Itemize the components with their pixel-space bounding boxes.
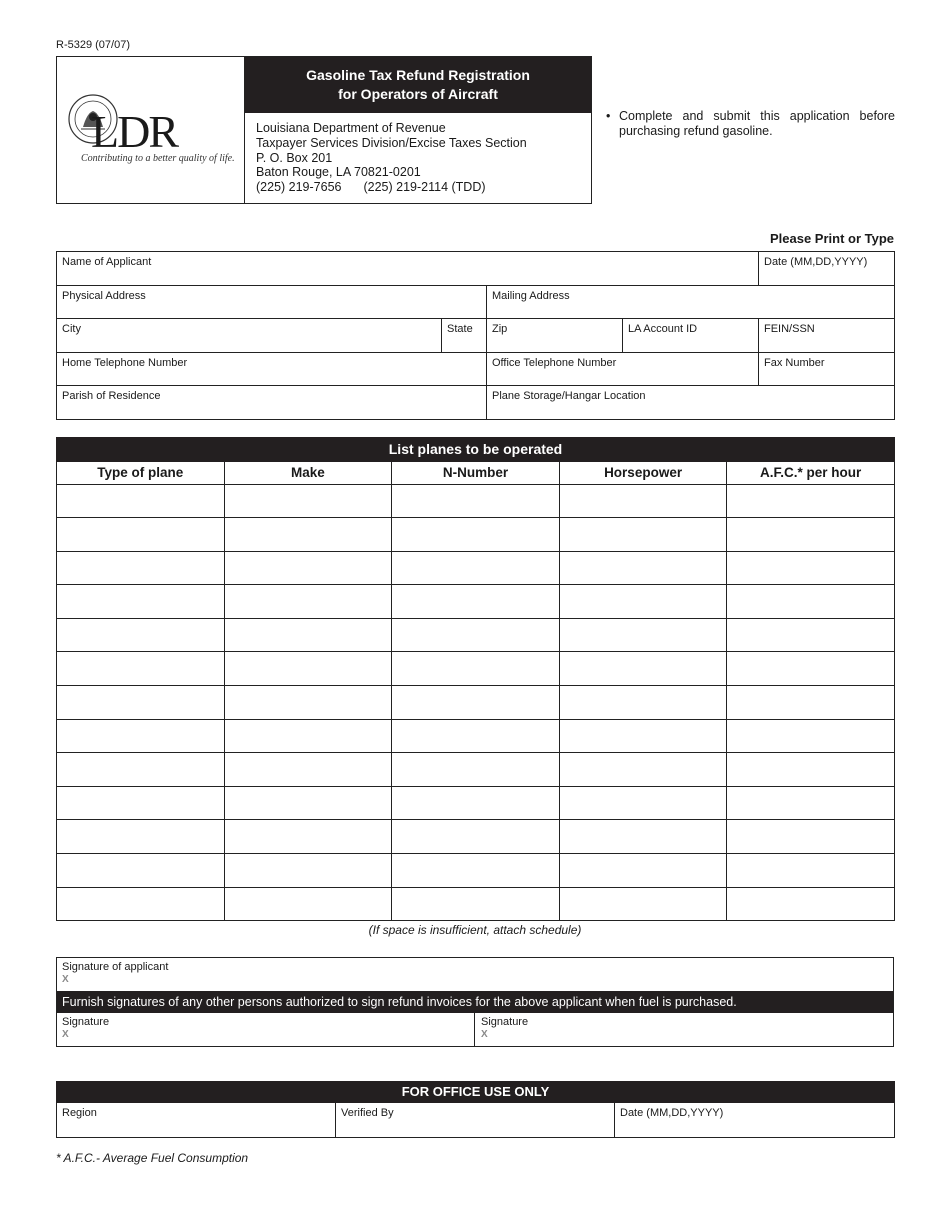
date-field[interactable] [758,251,895,286]
department-address [256,121,527,195]
plane-cell[interactable] [727,686,895,720]
plane-cell[interactable] [727,719,895,753]
field-label: Region [62,1107,97,1119]
logo-tagline: Contributing to a better quality of life. [81,153,235,164]
plane-cell[interactable] [727,887,895,921]
signature-section [56,957,894,1047]
column-header: A.F.C.* per hour [727,462,895,484]
city-state-zip: Baton Rouge, LA 70821-0201 [256,165,421,180]
afc-footnote: * A.F.C.- Average Fuel Consumption [56,1151,249,1165]
form-title [245,57,591,113]
plane-cell[interactable] [224,484,392,518]
division-name: Taxpayer Services Division/Excise Taxes Section [256,135,527,150]
plane-cell[interactable] [727,484,895,518]
plane-cell[interactable] [392,585,560,619]
tdd-phone: (225) 219-2114 (TDD) [363,180,486,195]
plane-cell[interactable] [392,786,560,820]
plane-cell[interactable] [559,887,727,921]
plane-row [57,854,895,888]
plane-cell[interactable] [392,518,560,552]
office-telephone-field[interactable] [486,352,759,386]
plane-cell[interactable] [559,786,727,820]
plane-cell[interactable] [224,618,392,652]
plane-cell[interactable] [727,820,895,854]
plane-cell[interactable] [559,686,727,720]
column-header: Horsepower [559,462,727,484]
plane-cell[interactable] [727,518,895,552]
plane-cell[interactable] [727,786,895,820]
plane-cell[interactable] [57,753,225,787]
plane-row [57,518,895,552]
region-field[interactable] [56,1103,336,1138]
plane-row [57,887,895,921]
field-label: Parish of Residence [62,390,161,402]
plane-row [57,686,895,720]
form-code: R-5329 (07/07) [56,39,130,51]
plane-row [57,753,895,787]
planes-table [56,437,895,921]
hangar-location-field[interactable] [486,385,895,420]
applicant-signature-field[interactable] [62,961,168,985]
plane-cell[interactable] [224,786,392,820]
office-date-field[interactable] [614,1103,895,1138]
field-label: City [62,323,81,335]
field-label: Office Telephone Number [492,357,617,369]
plane-cell[interactable] [392,652,560,686]
plane-cell[interactable] [57,686,225,720]
field-label: Signature [481,1016,529,1028]
office-use-title: FOR OFFICE USE ONLY [56,1081,895,1103]
plane-cell[interactable] [224,551,392,585]
phone: (225) 219-7656 [256,180,342,195]
plane-cell[interactable] [559,618,727,652]
fein-ssn-field[interactable] [758,318,895,353]
plane-row [57,719,895,753]
plane-row [57,585,895,619]
plane-cell[interactable] [559,652,727,686]
plane-cell[interactable] [57,887,225,921]
additional-signature-field-2[interactable] [475,1013,893,1046]
plane-cell[interactable] [727,618,895,652]
verified-by-field[interactable] [335,1103,615,1138]
field-label: Verified By [341,1107,394,1119]
signature-x-mark: X [62,1029,69,1040]
home-telephone-field[interactable] [56,352,487,386]
field-label: State [447,323,473,335]
plane-cell[interactable] [727,585,895,619]
plane-cell[interactable] [57,786,225,820]
plane-cell[interactable] [559,753,727,787]
plane-cell[interactable] [392,618,560,652]
field-label: Date (MM,DD,YYYY) [764,256,868,268]
furnish-signatures-banner: Furnish signatures of any other persons authorized to sign refund invoices for the above applicant when fuel is purchased. [57,991,893,1013]
additional-signature-field-1[interactable] [57,1013,475,1046]
plane-cell[interactable] [559,551,727,585]
plane-row [57,551,895,585]
zip-field[interactable] [486,318,623,353]
field-label: LA Account ID [628,323,698,335]
insufficient-space-note: (If space is insufficient, attach schedule) [368,923,582,937]
plane-row [57,820,895,854]
plane-cell[interactable] [57,484,225,518]
plane-row [57,786,895,820]
plane-cell[interactable] [392,484,560,518]
po-box: P. O. Box 201 [256,150,333,165]
office-use-section [56,1081,895,1138]
plane-cell[interactable] [559,820,727,854]
plane-cell[interactable] [57,719,225,753]
instruction-note [606,109,895,139]
plane-cell[interactable] [559,484,727,518]
phone-numbers [256,180,527,195]
plane-cell[interactable] [224,585,392,619]
signature-x-mark: X [481,1029,488,1040]
field-label: Home Telephone Number [62,357,188,369]
plane-cell[interactable] [57,820,225,854]
ldr-logo [57,57,245,203]
plane-cell[interactable] [727,753,895,787]
plane-cell[interactable] [224,686,392,720]
field-label: Plane Storage/Hangar Location [492,390,646,402]
plane-cell[interactable] [224,719,392,753]
planes-grid [56,462,895,921]
column-header: N-Number [392,462,560,484]
column-header: Type of plane [57,462,225,484]
plane-cell[interactable] [559,719,727,753]
field-label: Fax Number [764,357,825,369]
title-line-1: Gasoline Tax Refund Registration [306,67,530,83]
plane-cell[interactable] [224,518,392,552]
state-field[interactable] [441,318,487,353]
plane-cell[interactable] [224,820,392,854]
form-header [56,56,592,204]
physical-address-field[interactable] [56,285,487,319]
logo-text: LDR [91,106,177,157]
field-label: FEIN/SSN [764,323,815,335]
plane-cell[interactable] [392,686,560,720]
city-field[interactable] [56,318,442,353]
plane-row [57,618,895,652]
plane-cell[interactable] [224,753,392,787]
planes-header-row [57,462,895,484]
applicant-info-section [56,251,895,420]
bullet: • [606,109,611,123]
print-or-type-note: Please Print or Type [769,231,894,246]
plane-cell[interactable] [224,854,392,888]
plane-cell[interactable] [559,854,727,888]
plane-cell[interactable] [727,652,895,686]
plane-cell[interactable] [57,652,225,686]
plane-row [57,652,895,686]
plane-cell[interactable] [559,585,727,619]
field-label: Name of Applicant [62,256,152,268]
plane-cell[interactable] [224,652,392,686]
field-label: Signature [62,1016,110,1028]
parish-of-residence-field[interactable] [56,385,487,420]
plane-cell[interactable] [224,887,392,921]
column-header: Make [224,462,392,484]
plane-cell[interactable] [392,753,560,787]
plane-cell[interactable] [57,585,225,619]
plane-row [57,484,895,518]
plane-cell[interactable] [392,820,560,854]
field-label: Mailing Address [492,290,570,302]
plane-cell[interactable] [392,551,560,585]
field-label: Zip [492,323,508,335]
plane-cell[interactable] [559,518,727,552]
plane-cell[interactable] [57,854,225,888]
field-label: Physical Address [62,290,146,302]
signature-x-mark: X [62,974,69,985]
fax-number-field[interactable] [758,352,895,386]
plane-cell[interactable] [392,854,560,888]
field-label: Signature of applicant [62,961,169,973]
plane-cell[interactable] [57,618,225,652]
la-account-id-field[interactable] [622,318,759,353]
plane-cell[interactable] [727,854,895,888]
department-name: Louisiana Department of Revenue [256,121,446,135]
plane-cell[interactable] [392,887,560,921]
planes-table-title: List planes to be operated [56,437,895,462]
name-of-applicant-field[interactable] [56,251,759,286]
plane-cell[interactable] [57,551,225,585]
plane-cell[interactable] [727,551,895,585]
mailing-address-field[interactable] [486,285,895,319]
title-line-2: for Operators of Aircraft [338,86,498,102]
plane-cell[interactable] [57,518,225,552]
instruction-text: Complete and submit this application before purchasing refund gasoline. [619,109,895,138]
plane-cell[interactable] [392,719,560,753]
field-label: Date (MM,DD,YYYY) [620,1107,724,1119]
